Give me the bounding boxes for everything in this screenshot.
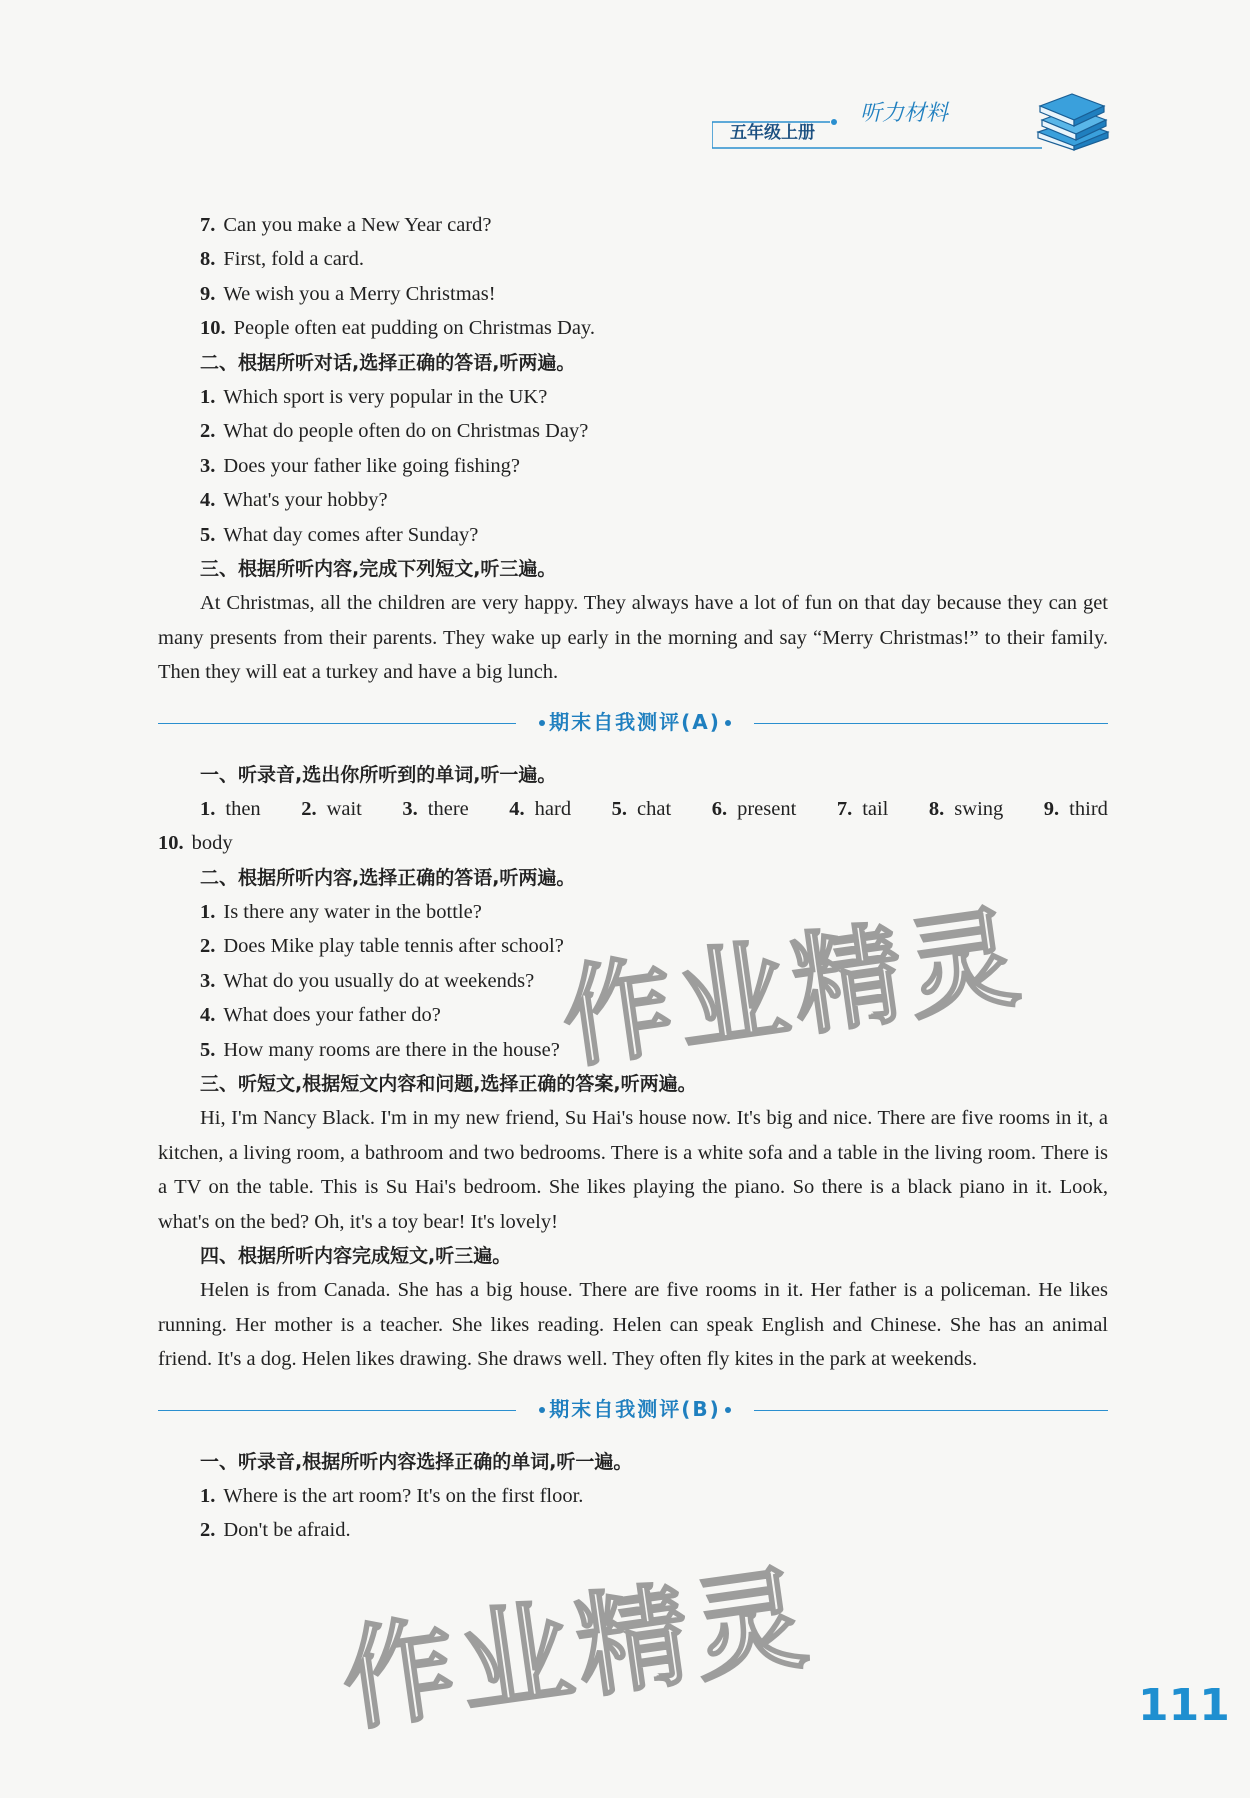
list-item <box>158 414 1108 448</box>
divider-title <box>510 1393 760 1422</box>
item-text: People often eat pudding on Christmas Day. <box>233 317 595 340</box>
dot-icon <box>539 720 545 726</box>
word-item <box>712 792 797 826</box>
paragraph: Hi, I'm Nancy Black. I'm in my new friend, Su Hai's house now. It's big and nice. There are five rooms in it, a kitchen, a living room, a bathroom and two bedrooms. There is a white sofa and a table in the living room. There is a TV on the table. This is Su Hai's bedroom. She likes playing the piano. So there is a black piano in it. Look, what's on the bed? Oh, it's a toy bear! It's lovely! <box>158 1107 1108 1233</box>
item-text: What do people often do on Christmas Day? <box>223 420 589 443</box>
item-text: What do you usually do at weekends? <box>223 969 535 992</box>
item-text: third <box>1069 797 1108 820</box>
item-text: Don't be afraid. <box>223 1519 351 1542</box>
item-number: 5. <box>200 523 216 546</box>
section-divider <box>158 690 1108 758</box>
item-text: How many rooms are there in the house? <box>223 1038 560 1061</box>
section-label: 听力材料 <box>860 101 949 126</box>
section-heading: 三、听短文,根据短文内容和问题,选择正确的答案,听两遍。 <box>200 1073 697 1096</box>
word-item <box>837 792 889 826</box>
item-number: 2. <box>200 420 216 443</box>
item-number: 2. <box>301 797 317 820</box>
page-number: 111 <box>1138 1680 1230 1731</box>
word-list <box>158 792 1108 826</box>
word-item <box>402 792 468 826</box>
item-number: 6. <box>711 797 728 820</box>
test-a-title: 期末自我测评(A) <box>549 709 721 734</box>
item-text: there <box>427 797 469 820</box>
item-text: then <box>225 797 261 820</box>
list-item <box>158 1513 1108 1547</box>
list-item <box>158 1479 1108 1513</box>
item-text: What day comes after Sunday? <box>223 523 479 546</box>
item-text: Where is the art room? It's on the first floor. <box>223 1485 584 1508</box>
item-text: hard <box>534 797 572 820</box>
test-b-title: 期末自我测评(B) <box>549 1396 721 1421</box>
item-text: We wish you a Merry Christmas! <box>223 282 496 305</box>
item-number: 9. <box>1043 797 1060 820</box>
dot-icon <box>725 1407 731 1413</box>
item-text: Does your father like going fishing? <box>223 454 520 477</box>
list-item <box>158 449 1108 483</box>
item-number: 9. <box>200 282 216 305</box>
item-number: 5. <box>200 1038 216 1061</box>
section-heading: 三、根据所听内容,完成下列短文,听三遍。 <box>200 557 557 580</box>
item-text: tail <box>862 797 889 820</box>
word-item <box>509 792 571 826</box>
list-item <box>158 277 1108 311</box>
dot-icon <box>539 1407 545 1413</box>
item-text: body <box>191 832 233 855</box>
dot-icon <box>725 720 731 726</box>
item-number: 4. <box>200 1004 216 1027</box>
item-number: 10. <box>158 832 184 855</box>
divider-title <box>510 706 760 735</box>
item-text: Does Mike play table tennis after school? <box>223 935 564 958</box>
item-number: 7. <box>200 214 216 236</box>
section-heading: 二、根据所听对话,选择正确的答语,听两遍。 <box>200 351 576 374</box>
watermark: 作业精灵 <box>554 892 1032 1084</box>
paragraph: Helen is from Canada. She has a big house. There are five rooms in it. Her father is a policeman. He likes running. Her mother is a teacher. She likes reading. Helen can speak English and Chinese. She has an animal friend. It's a dog. Helen likes drawing. She draws well. They often fly kites in the park at weekends. <box>158 1279 1108 1371</box>
word-item <box>158 826 1108 860</box>
item-text: chat <box>637 797 672 820</box>
divider-rule <box>158 1410 516 1412</box>
list-item <box>158 380 1108 414</box>
item-number: 1. <box>200 797 216 820</box>
list-item <box>158 208 1108 242</box>
section-heading: 四、根据所听内容完成短文,听三遍。 <box>200 1245 512 1268</box>
list-item <box>158 242 1108 276</box>
watermark: 作业精灵 <box>334 1552 821 1748</box>
item-number: 8. <box>200 248 216 271</box>
grade-label: 五年级上册 <box>730 123 815 143</box>
page-header <box>712 88 1112 158</box>
item-number: 2. <box>200 1519 216 1542</box>
stacked-books-icon <box>1028 88 1112 152</box>
item-text: What does your father do? <box>223 1004 441 1027</box>
divider-rule <box>158 723 516 725</box>
word-item <box>929 792 1003 826</box>
word-item <box>612 792 672 826</box>
item-text: wait <box>326 797 362 820</box>
item-number: 3. <box>402 797 418 820</box>
divider-rule <box>754 1410 1108 1412</box>
list-item <box>158 483 1108 517</box>
item-text: What's your hobby? <box>223 489 388 512</box>
item-number: 10. <box>200 317 226 340</box>
item-number: 1. <box>200 901 216 924</box>
item-number: 1. <box>200 385 216 408</box>
item-text: swing <box>954 797 1004 820</box>
item-number: 2. <box>200 935 216 958</box>
item-number: 4. <box>509 797 525 820</box>
item-text: present <box>737 797 797 820</box>
section-heading: 二、根据所听内容,选择正确的答语,听两遍。 <box>200 866 576 889</box>
item-text: First, fold a card. <box>223 248 364 271</box>
item-number: 5. <box>611 797 628 820</box>
item-text: Can you make a New Year card? <box>223 214 492 236</box>
item-number: 8. <box>928 797 945 820</box>
word-item <box>301 792 362 826</box>
item-text: Which sport is very popular in the UK? <box>223 385 548 408</box>
paragraph: At Christmas, all the children are very happy. They always have a lot of fun on that day because they can get many presents from their parents. They wake up early in the morning and say “Merry Christmas!” to their family. Then they will eat a turkey and have a big lunch. <box>158 592 1108 684</box>
word-item <box>1044 792 1108 826</box>
item-text: Is there any water in the bottle? <box>223 901 482 924</box>
item-number: 7. <box>836 797 853 820</box>
list-item <box>158 311 1108 345</box>
item-number: 1. <box>200 1485 216 1508</box>
list-item <box>158 518 1108 552</box>
item-number: 3. <box>200 969 216 992</box>
item-number: 3. <box>200 454 216 477</box>
divider-rule <box>754 723 1108 725</box>
section-divider <box>158 1377 1108 1445</box>
section-heading: 一、听录音,根据所听内容选择正确的单词,听一遍。 <box>200 1450 633 1473</box>
item-number: 4. <box>200 489 216 512</box>
word-item <box>200 792 261 826</box>
section-heading: 一、听录音,选出你所听到的单词,听一遍。 <box>200 763 557 786</box>
